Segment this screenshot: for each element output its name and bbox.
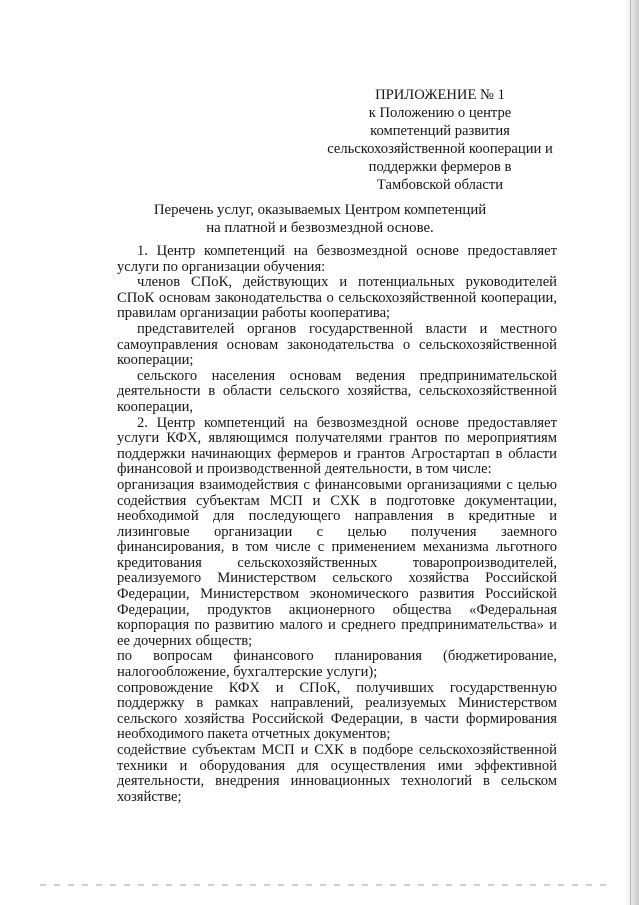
appendix-line: сельскохозяйственной кооперации и [327, 141, 553, 157]
scan-edge-line [630, 0, 631, 905]
title-line: на платной и безвозмездной основе. [206, 220, 434, 236]
body-paragraph: членов СПоК, действующих и потенциальных руководителей СПоК основам законодательства о сельскохозяйственной кооперации, правилам организации работы кооператива; [117, 274, 557, 322]
body-paragraph: сопровождение КФХ и СПоК, получивших государственную поддержку в рамках направлений, реализуемых Министерством сельского хозяйства Российской Федерации, в части формирования необходимого пакета отчетных документов; [117, 679, 557, 743]
scan-bottom-noise [40, 884, 609, 886]
body-paragraph: 1. Центр компетенций на безвозмездной основе предоставляет услуги по организации обучения: [117, 243, 557, 275]
body-paragraph: 2. Центр компетенций на безвозмездной основе предоставляет услуги КФХ, являющимся получателями грантов по мероприятиям поддержки начинающих фермеров и грантов Агростартап в области финансовой и производственной деятельности, в том числе: [117, 414, 557, 478]
document-body [117, 244, 557, 805]
body-paragraph: сельского населения основам ведения предпринимательской деятельности в области сельского хозяйства, сельскохозяйственной кооперации, [117, 367, 557, 415]
title-line: Перечень услуг, оказываемых Центром компетенций [153, 202, 487, 218]
appendix-line: ПРИЛОЖЕНИЕ № 1 [375, 87, 505, 103]
document-title [110, 201, 530, 237]
appendix-header [320, 86, 560, 194]
body-paragraph: по вопросам финансового планирования (бюджетирование, налогообложение, бухгалтерские услуги); [117, 648, 557, 681]
appendix-line: к Положению о центре [368, 105, 512, 121]
appendix-line: поддержки фермеров в [368, 159, 512, 175]
scan-edge-shadow [625, 0, 639, 905]
body-paragraph: организация взаимодействия с финансовыми организациями с целью содействия субъектам МСП и СХК в подготовке документации, необходимой для последующего направления в кредитные и лизинговые организации с целью получения заемного финансирования, в том числе с применением механизма льготного кредитования сельскохозяйственных товаропроизводителей, реализуемого Министерством сельского хозяйства Российской Федерации, Министерством экономического развития Российской Федерации, продуктов акционерного общества «Федеральная корпорация по развитию малого и среднего предпринимательства» и ее дочерних обществ; [117, 476, 557, 649]
appendix-line: компетенций развития [370, 123, 510, 139]
body-paragraph: содействие субъектам МСП и СХК в подборе сельскохозяйственной техники и оборудования для осуществления ими эффективной деятельности, внедрения инновационных технологий в сельском хозяйстве; [117, 742, 557, 805]
appendix-line: Тамбовской области [376, 177, 504, 193]
body-paragraph: представителей органов государственной власти и местного самоуправления основам законодательства о сельскохозяйственной кооперации; [117, 320, 557, 369]
